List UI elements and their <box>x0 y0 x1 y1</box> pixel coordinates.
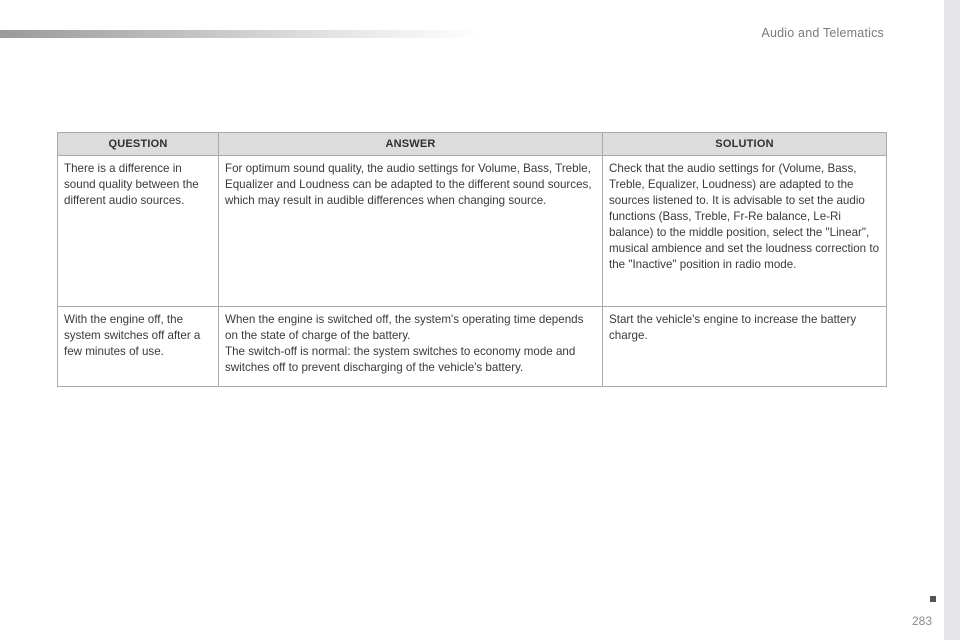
table-row <box>58 307 887 387</box>
table-header-row <box>58 133 887 156</box>
troubleshooting-table <box>57 132 887 387</box>
solution-cell: Start the vehicle's engine to increase the battery charge. <box>603 307 887 387</box>
column-header-answer: ANSWER <box>219 133 603 156</box>
table-row <box>58 156 887 307</box>
column-header-question: QUESTION <box>58 133 219 156</box>
answer-text: For optimum sound quality, the audio settings for Volume, Bass, Treble, Equalizer and Loudness can be adapted to the different sound sources, which may result in audible differences when changing source. <box>225 162 592 207</box>
page-marker-square <box>930 596 936 602</box>
question-cell: With the engine off, the system switches off after a few minutes of use. <box>58 307 219 387</box>
answer-cell <box>219 156 603 307</box>
section-title: Audio and Telematics <box>761 26 884 40</box>
question-cell: There is a difference in sound quality between the different audio sources. <box>58 156 219 307</box>
answer-text: When the engine is switched off, the system's operating time depends on the state of charge of the battery. <box>225 313 584 342</box>
column-header-solution: SOLUTION <box>603 133 887 156</box>
solution-cell: Check that the audio settings for (Volume, Bass, Treble, Equalizer, Loudness) are adapted to the sources listened to. It is advisable to set the audio functions (Bass, Treble, Fr-Re balance, Le-Ri balance) to the middle position, select the "Linear", musical ambience and set the loudness correction to the "Inactive" position in radio mode. <box>603 156 887 307</box>
header-decorative-bar <box>0 30 480 38</box>
answer-cell <box>219 307 603 387</box>
answer-text: The switch-off is normal: the system switches to economy mode and switches off to prevent discharging of the vehicle's battery. <box>225 345 576 374</box>
page-edge-strip <box>944 0 960 640</box>
page-number: 283 <box>912 614 933 628</box>
